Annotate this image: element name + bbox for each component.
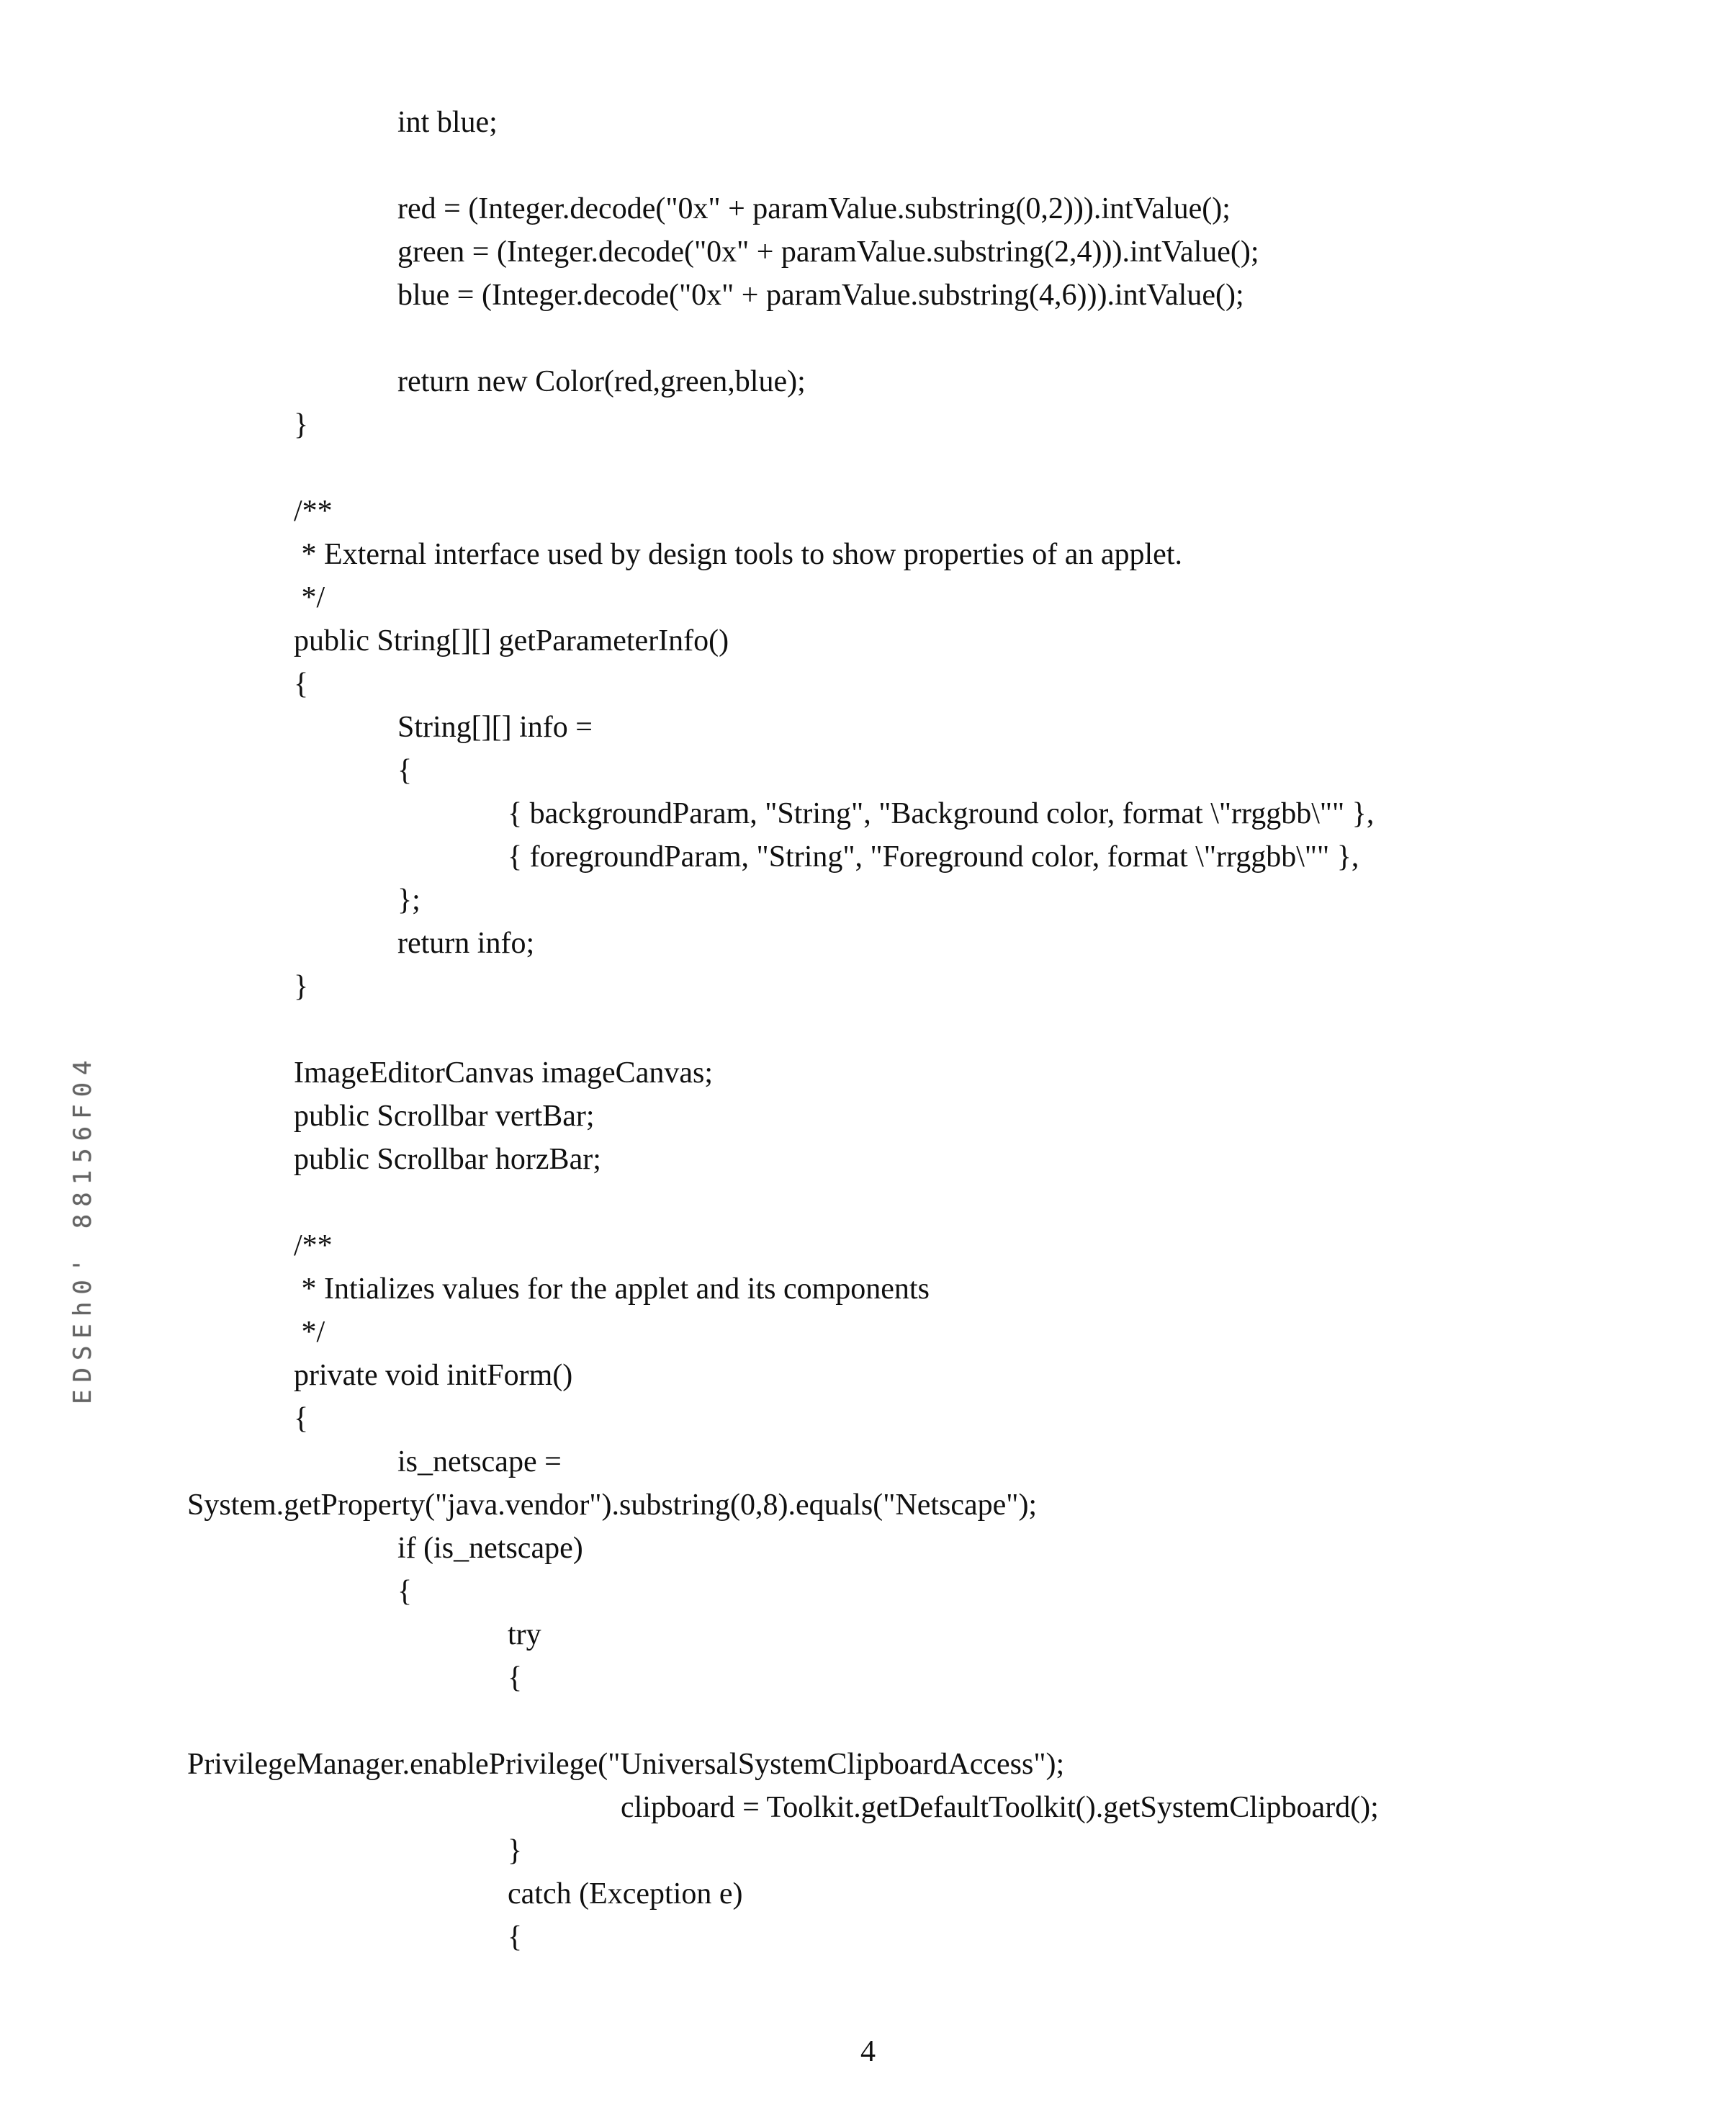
code-line: clipboard = Toolkit.getDefaultToolkit().getSystemClipboard(); bbox=[621, 1791, 1379, 1824]
code-line bbox=[0, 1008, 1736, 1051]
code-line: /** bbox=[294, 1229, 333, 1262]
code-line bbox=[0, 1700, 1736, 1743]
code-line: } bbox=[508, 1834, 523, 1867]
code-line: catch (Exception e) bbox=[508, 1877, 743, 1911]
code-line: try bbox=[508, 1618, 541, 1651]
code-line: { bbox=[508, 1661, 523, 1694]
code-line: } bbox=[294, 408, 309, 441]
code-line: * Intializes values for the applet and its components bbox=[294, 1272, 930, 1306]
code-line: private void initForm() bbox=[294, 1359, 573, 1392]
code-line: String[][] info = bbox=[397, 711, 593, 744]
code-line: */ bbox=[294, 581, 325, 614]
code-line: return info; bbox=[397, 927, 535, 960]
code-line: { bbox=[508, 1921, 523, 1954]
code-line: PrivilegeManager.enablePrivilege("UniversalSystemClipboardAccess"); bbox=[187, 1748, 1065, 1781]
code-line: { bbox=[294, 1402, 309, 1435]
code-line: blue = (Integer.decode("0x" + paramValue.substring(4,6))).intValue(); bbox=[397, 279, 1244, 312]
code-line: } bbox=[294, 970, 309, 1003]
code-line bbox=[0, 1181, 1736, 1224]
code-line: { foregroundParam, "String", "Foreground color, format \"rrggbb\"" }, bbox=[508, 840, 1359, 874]
code-line bbox=[0, 317, 1736, 360]
code-line: return new Color(red,green,blue); bbox=[397, 365, 806, 398]
code-line: }; bbox=[397, 884, 420, 917]
code-line: public String[][] getParameterInfo() bbox=[294, 624, 729, 657]
code-line: red = (Integer.decode("0x" + paramValue.substring(0,2))).intValue(); bbox=[397, 192, 1231, 225]
code-line: * External interface used by design tools to show properties of an applet. bbox=[294, 538, 1182, 571]
side-stamp-text: EDSEh0' 88156F04 bbox=[68, 1053, 97, 1404]
code-line: int blue; bbox=[397, 106, 498, 139]
code-line: { bbox=[294, 668, 309, 701]
code-line: /** bbox=[294, 495, 333, 528]
code-line: { bbox=[397, 1575, 413, 1608]
code-line: */ bbox=[294, 1316, 325, 1349]
code-line: { bbox=[397, 754, 413, 787]
code-line: { backgroundParam, "String", "Background color, format \"rrggbb\"" }, bbox=[508, 797, 1375, 830]
code-line: if (is_netscape) bbox=[397, 1532, 583, 1565]
code-line: is_netscape = bbox=[397, 1445, 562, 1478]
page-number: 4 bbox=[860, 2035, 876, 2068]
code-line bbox=[0, 446, 1736, 490]
code-line bbox=[0, 144, 1736, 187]
code-line: System.getProperty("java.vendor").substring(0,8).equals("Netscape"); bbox=[187, 1489, 1038, 1522]
code-listing bbox=[0, 101, 1736, 1959]
code-line: public Scrollbar horzBar; bbox=[294, 1143, 601, 1176]
code-line: public Scrollbar vertBar; bbox=[294, 1100, 595, 1133]
code-line: green = (Integer.decode("0x" + paramValue.substring(2,4))).intValue(); bbox=[397, 235, 1259, 269]
code-line: ImageEditorCanvas imageCanvas; bbox=[294, 1056, 713, 1090]
